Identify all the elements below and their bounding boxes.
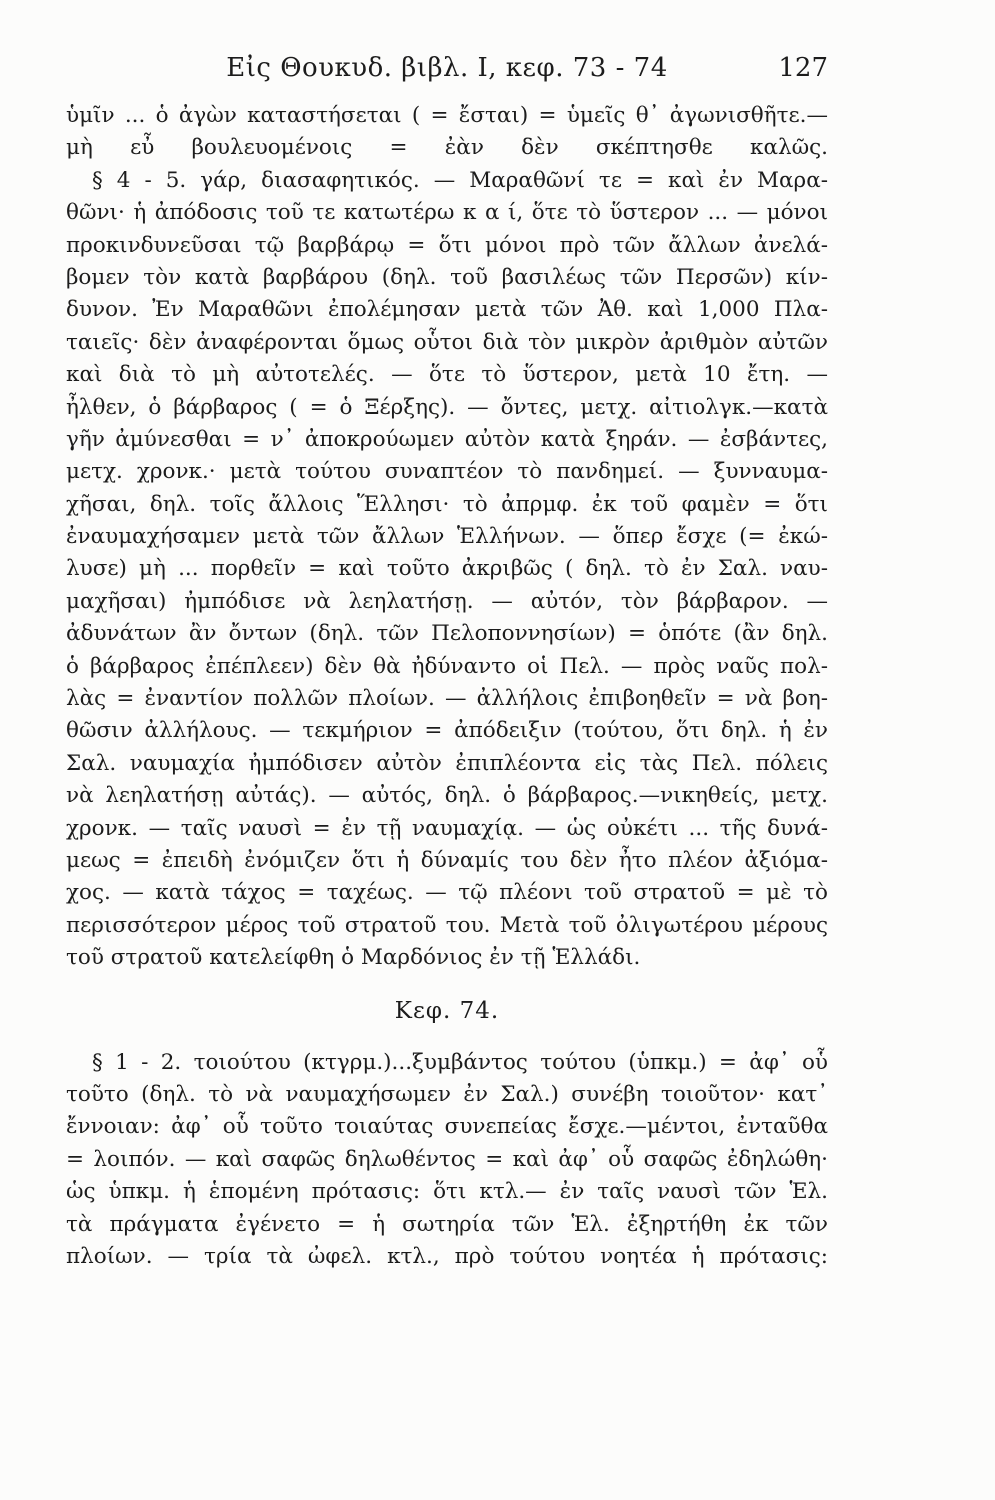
text-line: ἐναυμαχήσαμεν μετὰ τῶν ἄλλων Ἑλλήνων. — ὅπερ ἔσχε (= ἐκώ- <box>66 524 828 550</box>
running-head <box>66 50 828 86</box>
chapter-heading: Κεφ. 74. <box>394 997 500 1024</box>
text-line: νὰ λεηλατήσῃ αὐτάς). — αὐτός, δηλ. ὁ βάρβαρος.—νικηθείς, μετχ. <box>66 783 828 809</box>
text-line: § 4 - 5. γάρ, διασαφητικός. — Μαραθῶνί τε = καὶ ἐν Μαρα- <box>92 167 828 193</box>
text-line: δυνον. Ἐν Μαραθῶνι ἐπολέμησαν μετὰ τῶν Ἀθ. καὶ 1,000 Πλα- <box>66 297 828 323</box>
text-line: λὰς = ἐναντίον πολλῶν πλοίων. — ἀλλήλοις ἐπιβοηθεῖν = νὰ βοη- <box>66 686 828 712</box>
text-line: μὴ εὖ βουλευομένοις = ἐὰν δὲν σκέπτησθε καλῶς. <box>66 135 828 161</box>
text-line: προκινδυνεῦσαι τῷ βαρβάρῳ = ὅτι μόνοι πρὸ τῶν ἄλλων ἀνελά- <box>66 232 828 258</box>
text-line: τοῦ στρατοῦ κατελείφθη ὁ Μαρδόνιος ἐν τῇ Ἑλλάδι. <box>66 945 641 971</box>
commentary-section-74 <box>66 1047 828 1274</box>
text-line: μαχῆσαι) ἠμπόδισε νὰ λεηλατήσῃ. — αὐτόν, τὸν βάρβαρον. — <box>66 588 828 614</box>
text-line: περισσότερον μέρος τοῦ στρατοῦ του. Μετὰ τοῦ ὀλιγωτέρου μέρους <box>66 912 828 938</box>
text-line: ὁ βάρβαρος ἐπέπλεεν) δὲν θὰ ἠδύναντο οἱ Πελ. — πρὸς ναῦς πολ- <box>66 653 828 679</box>
commentary-text <box>66 100 828 1273</box>
text-line: τὰ πράγματα ἐγένετο = ἡ σωτηρία τῶν Ἑλ. ἐξηρτήθη ἐκ τῶν <box>66 1211 828 1237</box>
text-line: χρονκ. — ταῖς ναυσὶ = ἐν τῇ ναυμαχίᾳ. — ὡς οὐκέτι ... τῆς δυνά- <box>66 815 828 841</box>
text-line: πλοίων. — τρία τὰ ὠφελ. κτλ., πρὸ τούτου νοητέα ἡ πρότασις: <box>66 1243 828 1269</box>
text-line: χος. — κατὰ τάχος = ταχέως. — τῷ πλέονι τοῦ στρατοῦ = μὲ τὸ <box>66 880 828 906</box>
text-line: ὑμῖν ... ὁ ἀγὼν καταστήσεται ( = ἔσται) = ὑμεῖς θ᾽ ἀγωνισθῆτε.— <box>66 103 828 128</box>
text-line: § 1 - 2. τοιούτου (κτγρμ.)...ξυμβάντος τούτου (ὑπκμ.) = ἀφ᾽ οὗ <box>92 1049 828 1075</box>
text-line: ταιεῖς· δὲν ἀναφέρονται ὅμως οὗτοι διὰ τὸν μικρὸν ἀριθμὸν αὐτῶν <box>66 329 828 355</box>
text-line: γῆν ἀμύνεσθαι = ν᾽ ἀποκρούωμεν αὐτὸν κατὰ ξηράν. — ἐσβάντες, <box>66 426 828 452</box>
running-title: Εἰς Θουκυδ. βιβλ. Ι, κεφ. 73 - 74 <box>226 53 668 83</box>
text-line: θῶνι· ἡ ἀπόδοσις τοῦ τε κατωτέρω κ α ί, ὅτε τὸ ὕστερον ... — μόνοι <box>66 200 828 226</box>
text-line: = λοιπόν. — καὶ σαφῶς δηλωθέντος = καὶ ἀφ᾽ οὗ σαφῶς ἐδηλώθη· <box>66 1146 828 1172</box>
text-line: θῶσιν ἀλλήλους. — τεκμήριον = ἀπόδειξιν (τούτου, ὅτι δηλ. ἡ ἐν <box>66 718 828 744</box>
text-line: ἔννοιαν: ἀφ᾽ οὗ τοῦτο τοιαύτας συνεπείας ἔσχε.—μέντοι, ἐνταῦθα <box>66 1114 828 1140</box>
text-line: καὶ διὰ τὸ μὴ αὐτοτελές. — ὅτε τὸ ὕστερον, μετὰ 10 ἔτη. — <box>66 362 828 388</box>
text-line: ἀδυνάτων ἂν ὄντων (δηλ. τῶν Πελοποννησίων) = ὁπότε (ἂν δηλ. <box>66 621 828 647</box>
text-line: μετχ. χρονκ.· μετὰ τούτου συναπτέον τὸ πανδημεί. — ξυνναυμα- <box>66 459 828 485</box>
page-number: 127 <box>778 53 828 83</box>
text-line: ὡς ὑπκμ. ἡ ἑπομένη πρότασις: ὅτι κτλ.— ἐν ταῖς ναυσὶ τῶν Ἑλ. <box>66 1179 828 1205</box>
text-line: λυσε) μὴ ... πορθεῖν = καὶ τοῦτο ἀκριβῶς ( δηλ. τὸ ἐν Σαλ. ναυ- <box>66 556 828 582</box>
text-line: χῆσαι, δηλ. τοῖς ἄλλοις Ἕλλησι· τὸ ἀπρμφ. ἐκ τοῦ φαμὲν = ὅτι <box>66 491 828 517</box>
text-line: μεως = ἐπειδὴ ἐνόμιζεν ὅτι ἡ δύναμίς του δὲν ἦτο πλέον ἀξιόμα- <box>66 847 828 873</box>
text-line: τοῦτο (δηλ. τὸ νὰ ναυμαχήσωμεν ἐν Σαλ.) συνέβη τοιοῦτον· κατ᾽ <box>66 1081 828 1107</box>
commentary-section-73 <box>66 100 828 975</box>
text-line: ἦλθεν, ὁ βάρβαρος ( = ὁ Ξέρξης). — ὄντες, μετχ. αἰτιολγκ.—κατὰ <box>66 394 828 420</box>
text-line: βομεν τὸν κατὰ βαρβάρου (δηλ. τοῦ βασιλέως τῶν Περσῶν) κίν- <box>66 264 828 290</box>
text-line: Σαλ. ναυμαχία ἠμπόδισεν αὐτὸν ἐπιπλέοντα εἰς τὰς Πελ. πόλεις <box>66 750 828 776</box>
